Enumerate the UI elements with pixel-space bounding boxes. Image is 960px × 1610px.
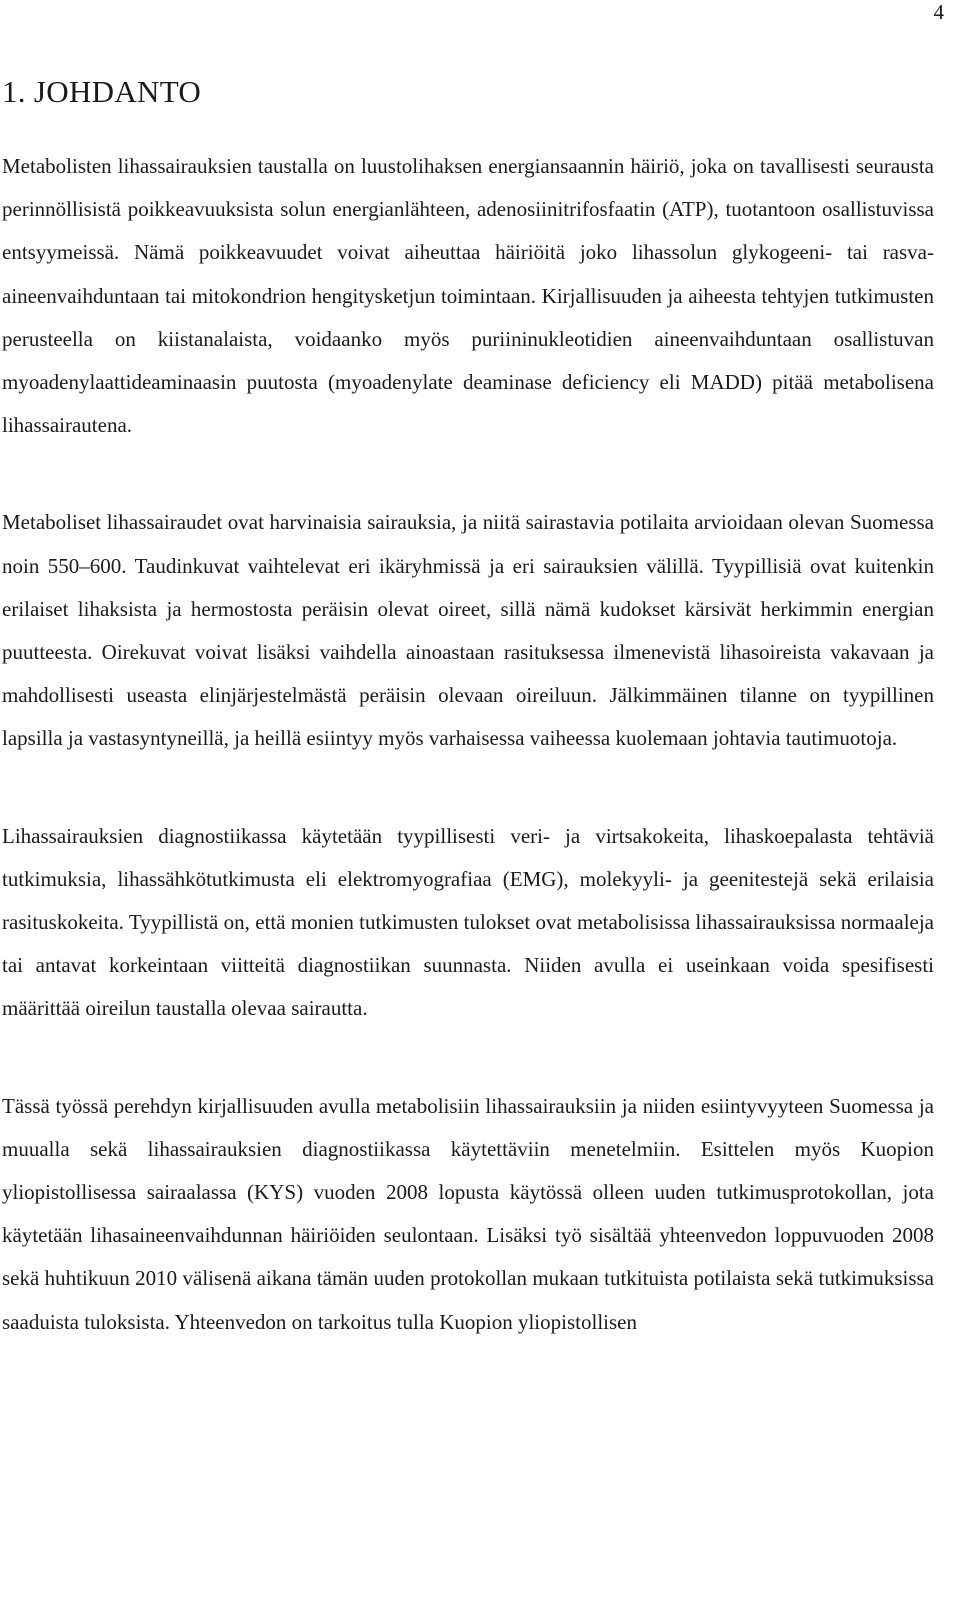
section-heading: 1. JOHDANTO [2,74,202,109]
body-text [2,145,934,1398]
paragraph-3: Lihassairauksien diagnostiikassa käytetään tyypillisesti veri- ja virtsakokeita, lihaskoepalasta tehtäviä tutkimuksia, lihassähkötutkimusta eli elektromyografiaa (EMG), molekyyli- ja geenitestejä sekä erilaisia rasituskokeita. Tyypillistä on, että monien tutkimusten tulokset ovat metabolisissa lihassairauksissa normaaleja tai antavat korkeintaan viitteitä diagnostiikan suunnasta. Niiden avulla ei useinkaan voida spesifisesti määrittää oireilun taustalla olevaa sairautta. [2,823,934,1021]
paragraph-1: Metabolisten lihassairauksien taustalla on luustolihaksen energiansaannin häiriö, joka on tavallisesti seurausta perinnöllisistä poikkeavuuksista solun energianlähteen, adenosiinitrifosfaatin (ATP), tuotantoon osallistuvissa entsyymeissä. Nämä poikkeavuudet voivat aiheuttaa häiriöitä joko lihassolun glykogeeni- tai rasva-aineenvaihduntaan tai mitokondrion hengitysketjun toimintaan. Kirjallisuuden ja aiheesta tehtyjen tutkimusten perusteella on kiistanalaista, voidaanko myös puriininukleotidien aineenvaihduntaan osallistuvan myoadenylaattideaminaasin puutosta (myoadenylate deaminase deficiency eli MADD) pitää metabolisena lihassairautena. [2,154,934,438]
page-number: 4 [933,0,944,24]
paragraph-4: Tässä työssä perehdyn kirjallisuuden avulla metabolisiin lihassairauksiin ja niiden esiintyvyyteen Suomessa ja muualla sekä lihassairauksien diagnostiikassa käytettäviin menetelmiin. Esittelen myös Kuopion yliopistollisessa sairaalassa (KYS) vuoden 2008 lopusta käytössä olleen uuden tutkimusprotokollan, jota käytetään lihasaineenvaihdunnan häiriöiden seulontaan. Lisäksi työ sisältää yhteenvedon loppuvuoden 2008 sekä huhtikuun 2010 välisenä aikana tämän uuden protokollan mukaan tutkituista potilaista sekä tutkimuksissa saaduista tuloksista. Yhteenvedon on tarkoitus tulla Kuopion yliopistollisen [2,1093,934,1334]
paragraph-2: Metaboliset lihassairaudet ovat harvinaisia sairauksia, ja niitä sairastavia potilaita arvioidaan olevan Suomessa noin 550–600. Taudinkuvat vaihtelevat eri ikäryhmissä ja eri sairauksien välillä. Tyypillisiä ovat kuitenkin erilaiset lihaksista ja hermostosta peräisin olevat oireet, sillä nämä kudokset kärsivät herkimmin energian puutteesta. Oirekuvat voivat lisäksi vaihdella ainoastaan rasituksessa ilmenevistä lihasoireista vakavaan ja mahdollisesti useasta elinjärjestelmästä peräisin olevaan oireiluun. Jälkimmäinen tilanne on tyypillinen lapsilla ja vastasyntyneillä, ja heillä esiintyy myös varhaisessa vaiheessa kuolemaan johtavia tautimuotoja. [2,510,934,751]
